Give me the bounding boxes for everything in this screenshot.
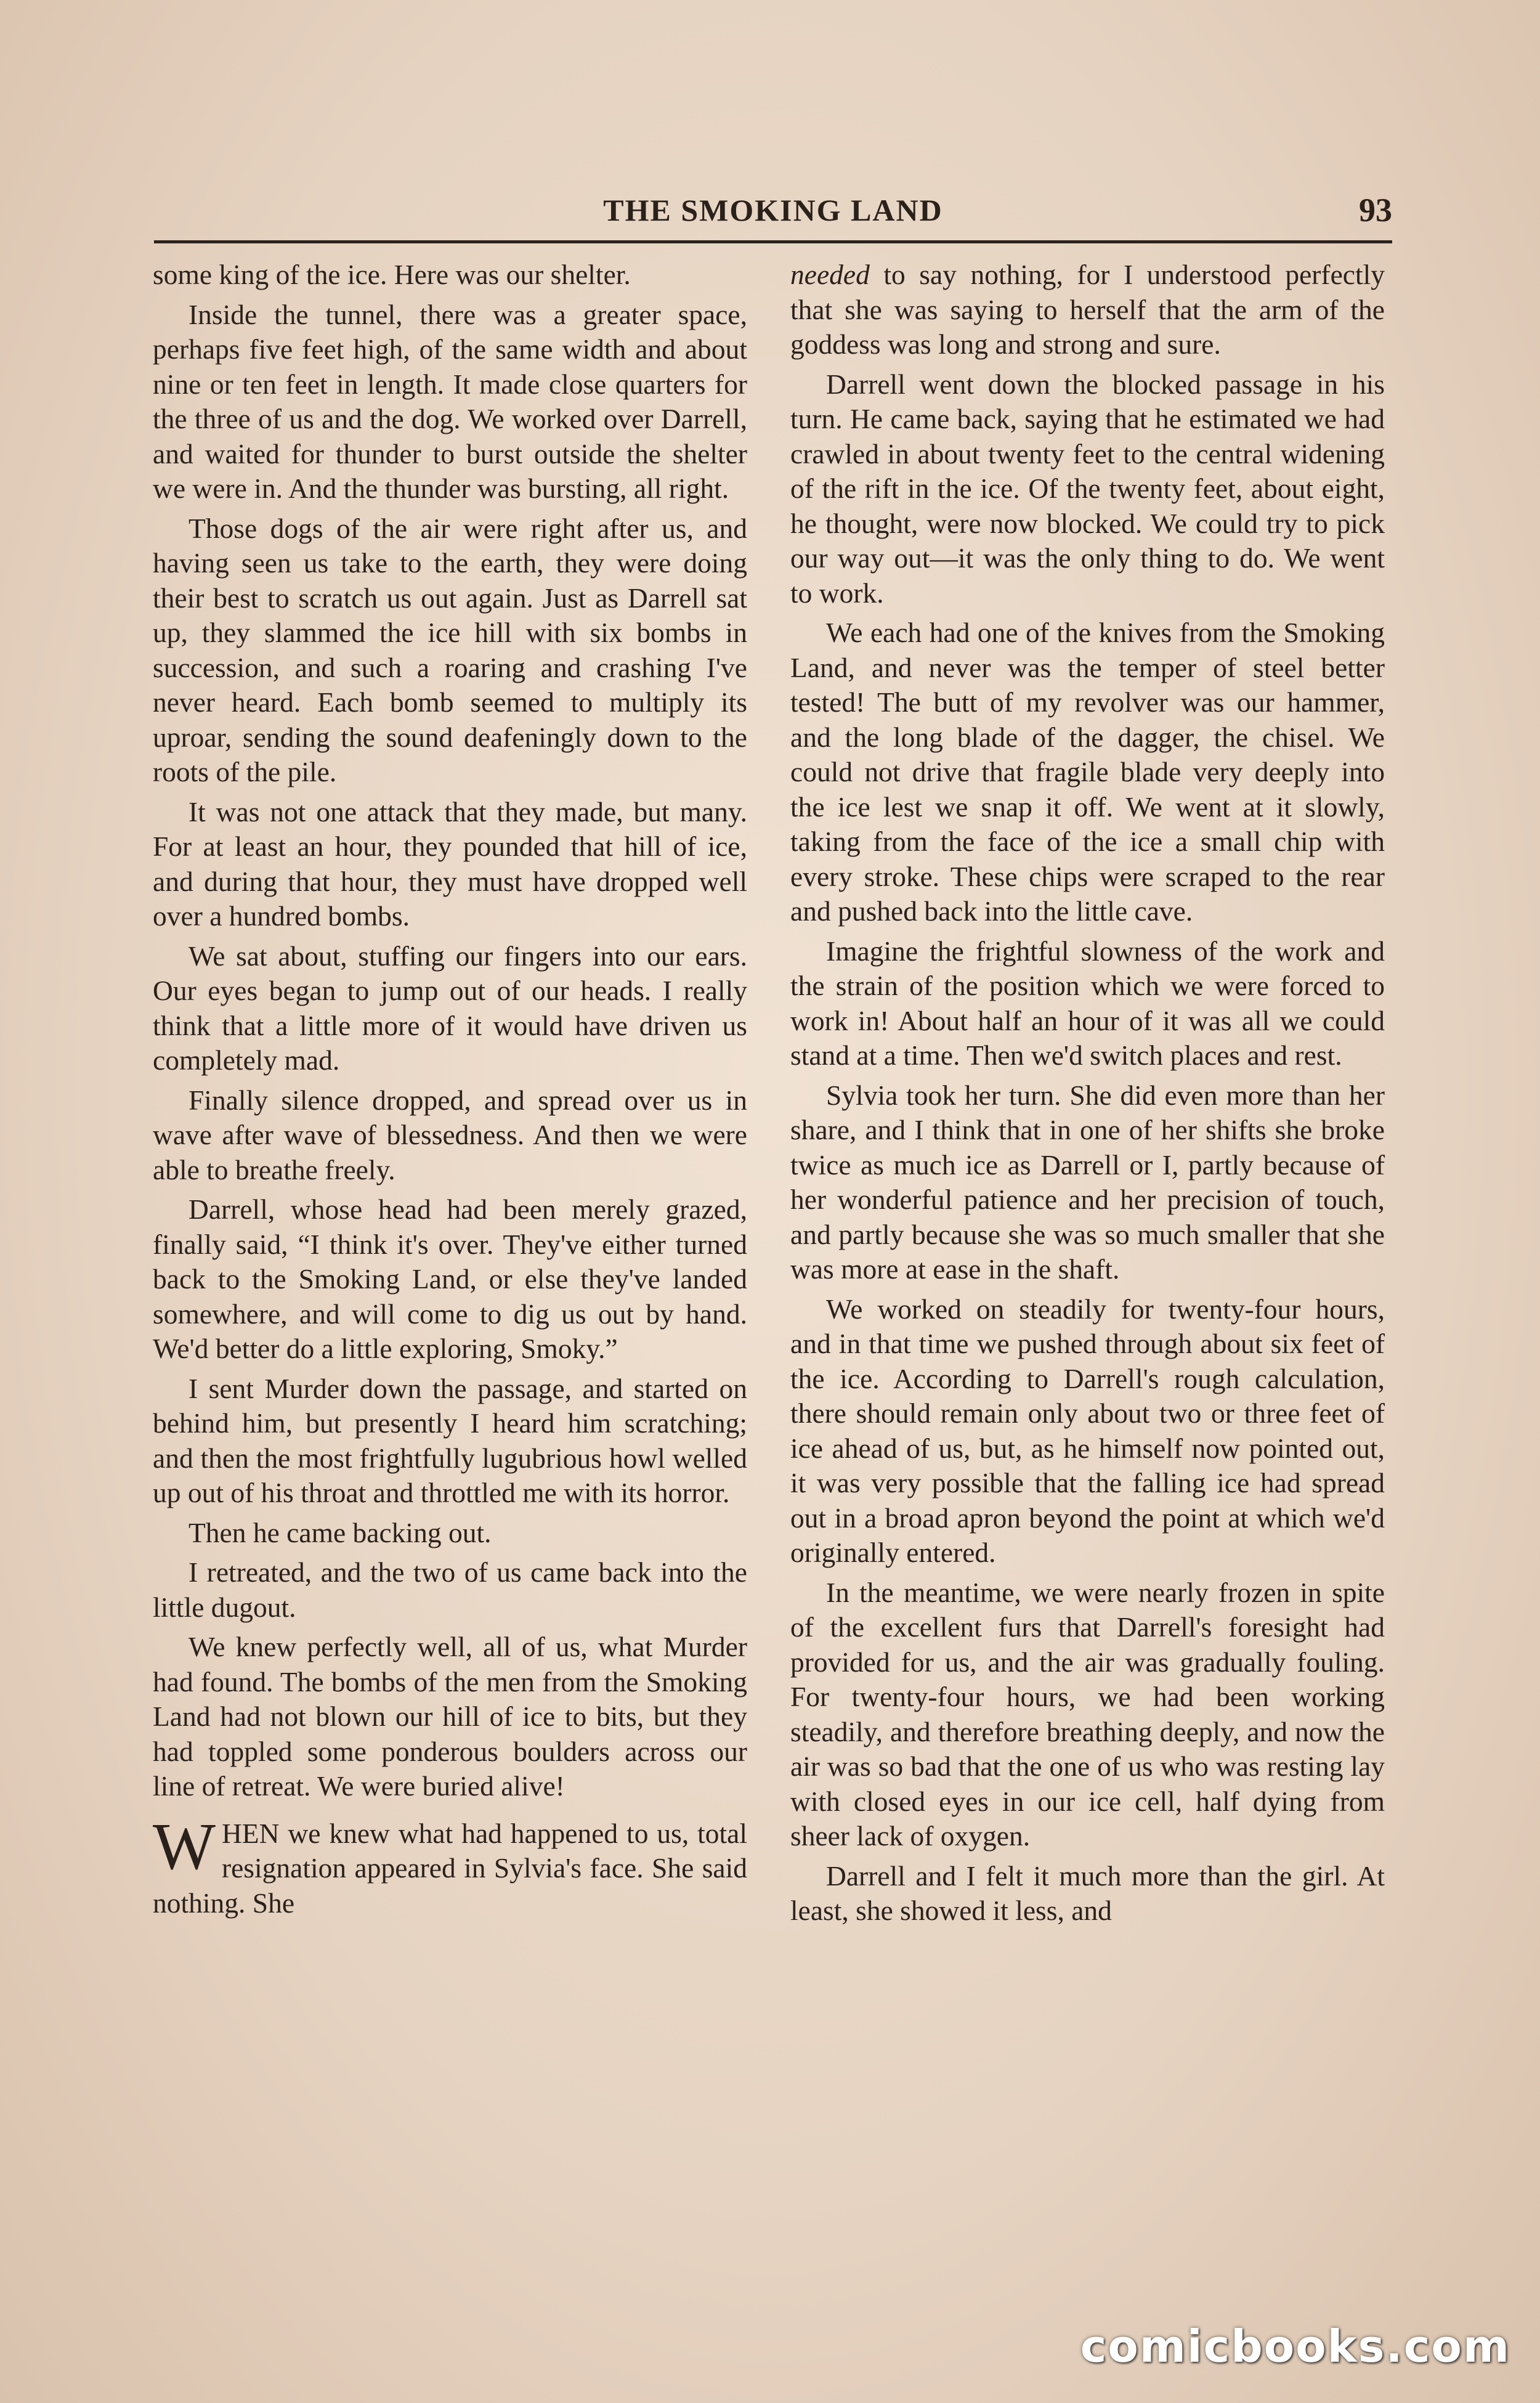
running-title: THE SMOKING LAND — [603, 193, 943, 227]
paragraph: Darrell, whose head had been merely grazed, finally said, “I think it's over. They've either turned back to the Smoking Land, or else they've landed somewhere, and will come to dig us out by hand. We'd better do a little exploring, Smoky.” — [153, 1193, 747, 1364]
paragraph: I retreated, and the two of us came back into the little dugout. — [153, 1556, 747, 1623]
paragraph: In the meantime, we were nearly frozen in spite of the excellent furs that Darrell's foresight had provided for us, and the air was gradually fouling. For twenty-four hours, we had been working steadily, and therefore breathing deeply, and now the air was so bad that the one of us who was resting lay with closed eyes in our ice cell, half dying from sheer lack of oxygen. — [790, 1576, 1385, 1852]
watermark-logo: comicbooks.com — [1080, 2320, 1510, 2372]
header-rule — [154, 240, 1392, 243]
paragraph: We sat about, stuffing our fingers into our ears. Our eyes began to jump out of our heads. I really think that a little more of it would have driven us completely mad. — [153, 940, 747, 1076]
drop-cap: W — [153, 1810, 216, 1884]
right-column — [790, 258, 1385, 1933]
paragraph: Sylvia took her turn. She did even more than her share, and I think that in one of her shifts she broke twice as much ice as Darrell or I, partly because of her wonderful patience and her precision of touch, and partly because she was so much smaller that she was more at ease in the shaft. — [790, 1079, 1385, 1285]
paragraph: Those dogs of the air were right after us, and having seen us take to the earth, they were doing their best to scratch us out again. Just as Darrell sat up, they slammed the ice hill with six bombs in succession, and such a roaring and crashing I've never heard. Each bomb seemed to multiply its uproar, sending the sound deafeningly down to the roots of the pile. — [153, 512, 747, 787]
paragraph: Finally silence dropped, and spread over us in wave after wave of blessedness. And then we were able to breathe freely. — [153, 1084, 747, 1185]
paragraph — [790, 258, 1385, 362]
italic-word: needed — [790, 259, 870, 290]
paragraph: We knew perfectly well, all of us, what Murder had found. The bombs of the men from the Smoking Land had not blown our hill of ice to bits, but they had toppled some ponderous boulders across our line of retreat. We were buried alive! — [153, 1631, 747, 1802]
paragraph: I sent Murder down the passage, and started on behind him, but presently I heard him scratching; and then the most frightfully lugubrious howl welled up out of his throat and throttled me with its horror. — [153, 1372, 747, 1508]
page-number: 93 — [1359, 192, 1392, 229]
paragraph: Darrell and I felt it much more than the girl. At least, she showed it less, and — [790, 1860, 1385, 1926]
page-header — [154, 192, 1392, 229]
left-column — [153, 258, 747, 1925]
paragraph: Inside the tunnel, there was a greater space, perhaps five feet high, of the same width and about nine or ten feet in length. It made close quarters for the three of us and the dog. We worked over Darrell, and waited for thunder to burst outside the shelter we were in. And the thunder was bursting, all right. — [153, 298, 747, 504]
paragraph: Darrell went down the blocked passage in his turn. He came back, saying that he estimated we had crawled in about twenty feet to the central widening of the rift in the ice. Of the twenty feet, about eight, he thought, were now blocked. We could try to pick our way out—it was the only thing to do. We went to work. — [790, 368, 1385, 609]
dropcap-paragraph-text: HEN we knew what had happened to us, total resignation appeared in Sylvia's face. She said nothing. She — [153, 1817, 747, 1919]
paragraph: Then he came backing out. — [188, 1516, 492, 1548]
paragraph-text: to say nothing, for I understood perfectly that she was saying to herself that the arm of the goddess was long and strong and sure. — [790, 259, 1385, 360]
paragraph: We worked on steadily for twenty-four hours, and in that time we pushed through about six feet of the ice. According to Darrell's rough calculation, there should remain only about two or three feet of ice ahead of us, but, as he himself now pointed out, it was very possible that the falling ice had spread out in a broad apron beyond the point at which we'd originally entered. — [790, 1293, 1385, 1568]
paragraph: some king of the ice. Here was our shelter. — [153, 259, 631, 290]
paragraph: It was not one attack that they made, but many. For at least an hour, they pounded that hill of ice, and during that hour, they must have dropped well over a hundred bombs. — [153, 795, 747, 932]
paragraph: We each had one of the knives from the Smoking Land, and never was the temper of steel better tested! The butt of my revolver was our hammer, and the long blade of the dagger, the chisel. We could not drive that fragile blade very deeply into the ice lest we snap it off. We went at it slowly, taking from the face of the ice a small chip with every stroke. These chips were scraped to the rear and pushed back into the little cave. — [790, 617, 1385, 927]
dropcap-paragraph — [153, 1810, 747, 1921]
paragraph: Imagine the frightful slowness of the work and the strain of the position which we were forced to work in! About half an hour of it was all we could stand at a time. Then we'd switch places and rest. — [790, 935, 1385, 1071]
